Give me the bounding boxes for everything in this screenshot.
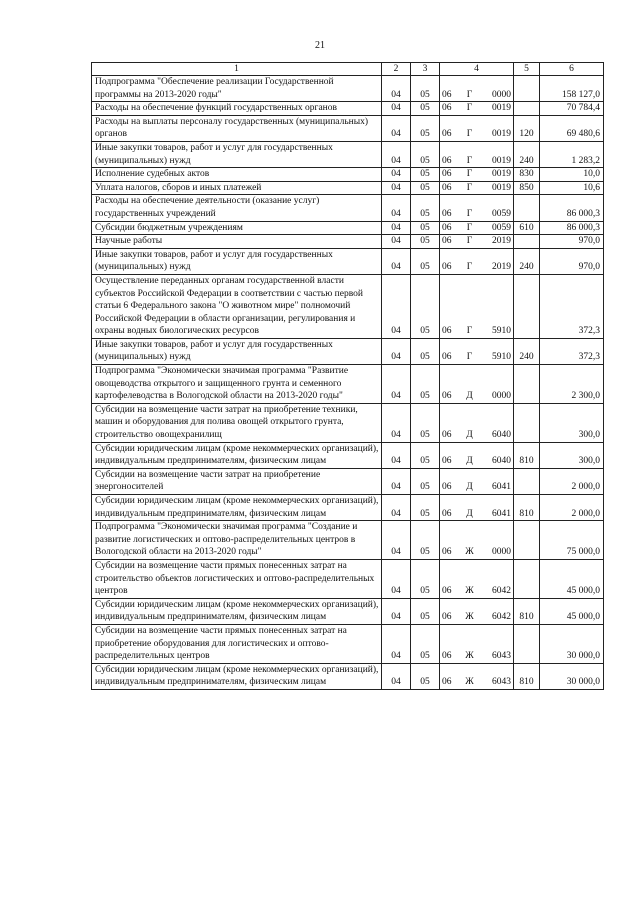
row-section-code: 05 — [411, 663, 440, 689]
table-row — [92, 365, 604, 404]
row-ministry-code: 04 — [382, 521, 411, 560]
row-amount: 300,0 — [540, 442, 604, 468]
row-ministry-code: 04 — [382, 442, 411, 468]
row-name: Субсидии на возмещение части затрат на приобретение энергоносителей — [92, 468, 382, 494]
row-section-code: 05 — [411, 221, 440, 235]
row-section-code: 05 — [411, 102, 440, 116]
target-code-subprogram: Д — [466, 508, 473, 519]
row-name: Расходы на обеспечение деятельности (оказание услуг) государственных учреждений — [92, 195, 382, 221]
row-expense-type — [514, 468, 540, 494]
row-expense-type — [514, 102, 540, 116]
row-section-code: 05 — [411, 495, 440, 521]
target-code-subprogram: Ж — [465, 677, 474, 688]
row-name: Уплата налогов, сборов и иных платежей — [92, 181, 382, 195]
row-expense-type — [514, 195, 540, 221]
table-row — [92, 248, 604, 274]
row-target-code — [440, 168, 514, 182]
row-expense-type — [514, 76, 540, 102]
header-col-3: 3 — [411, 63, 440, 76]
target-code-program: 06 — [442, 262, 452, 273]
row-section-code: 05 — [411, 235, 440, 249]
row-section-code: 05 — [411, 559, 440, 598]
target-code-item: 0019 — [492, 169, 511, 180]
table-row — [92, 403, 604, 442]
row-ministry-code: 04 — [382, 559, 411, 598]
table-row — [92, 235, 604, 249]
row-target-code — [440, 115, 514, 141]
target-code-subprogram: Г — [466, 222, 473, 233]
row-ministry-code: 04 — [382, 403, 411, 442]
row-name: Субсидии юридическим лицам (кроме некоммерческих организаций), индивидуальным предпринимателям, физическим лицам — [92, 663, 382, 689]
row-section-code: 05 — [411, 338, 440, 364]
table-row — [92, 141, 604, 167]
row-expense-type — [514, 403, 540, 442]
target-code-subprogram: Д — [466, 482, 473, 493]
row-expense-type: 120 — [514, 115, 540, 141]
row-ministry-code: 04 — [382, 495, 411, 521]
row-target-code — [440, 559, 514, 598]
table-row — [92, 598, 604, 624]
row-expense-type: 810 — [514, 442, 540, 468]
table-row — [92, 338, 604, 364]
target-code-program: 06 — [442, 155, 452, 166]
row-target-code — [440, 442, 514, 468]
row-ministry-code: 04 — [382, 195, 411, 221]
row-target-code — [440, 365, 514, 404]
row-expense-type: 810 — [514, 495, 540, 521]
table-row — [92, 468, 604, 494]
row-expense-type — [514, 521, 540, 560]
table-row — [92, 624, 604, 663]
target-code-item: 6040 — [492, 456, 511, 467]
header-col-2: 2 — [382, 63, 411, 76]
target-code-subprogram: Г — [466, 236, 473, 247]
target-code-program: 06 — [442, 352, 452, 363]
target-code-subprogram: Д — [466, 430, 473, 441]
table-row — [92, 559, 604, 598]
row-amount: 45 000,0 — [540, 559, 604, 598]
target-code-subprogram: Д — [466, 391, 473, 402]
row-section-code: 05 — [411, 141, 440, 167]
row-target-code — [440, 598, 514, 624]
target-code-item: 6042 — [492, 612, 511, 623]
row-section-code: 05 — [411, 403, 440, 442]
row-expense-type — [514, 274, 540, 338]
target-code-subprogram: Г — [466, 326, 473, 337]
row-target-code — [440, 468, 514, 494]
target-code-item: 6040 — [492, 430, 511, 441]
row-target-code — [440, 181, 514, 195]
row-target-code — [440, 195, 514, 221]
target-code-subprogram: Г — [466, 129, 473, 140]
target-code-subprogram: Ж — [465, 651, 474, 662]
row-section-code: 05 — [411, 468, 440, 494]
target-code-item: 0000 — [492, 547, 511, 558]
row-name: Подпрограмма "Экономически значимая программа "Развитие овощеводства открытого и защищенного грунта и семенного картофелеводства в Вологодской области на 2013-2020 годы" — [92, 365, 382, 404]
row-section-code: 05 — [411, 274, 440, 338]
target-code-item: 6043 — [492, 677, 511, 688]
target-code-program: 06 — [442, 391, 452, 402]
table-row — [92, 115, 604, 141]
target-code-subprogram: Ж — [465, 586, 474, 597]
row-target-code — [440, 624, 514, 663]
row-amount: 300,0 — [540, 403, 604, 442]
target-code-subprogram: Г — [466, 155, 473, 166]
target-code-item: 0019 — [492, 155, 511, 166]
row-target-code — [440, 495, 514, 521]
row-name: Субсидии юридическим лицам (кроме некоммерческих организаций), индивидуальным предпринимателям, физическим лицам — [92, 598, 382, 624]
row-expense-type — [514, 365, 540, 404]
row-name: Субсидии бюджетным учреждениям — [92, 221, 382, 235]
target-code-subprogram: Г — [466, 89, 473, 100]
table-row — [92, 168, 604, 182]
target-code-item: 0019 — [492, 129, 511, 140]
row-name: Расходы на обеспечение функций государственных органов — [92, 102, 382, 116]
row-ministry-code: 04 — [382, 141, 411, 167]
row-expense-type: 240 — [514, 141, 540, 167]
table-row — [92, 274, 604, 338]
row-expense-type: 810 — [514, 663, 540, 689]
target-code-subprogram: Г — [466, 182, 473, 193]
row-name: Субсидии юридическим лицам (кроме некоммерческих организаций), индивидуальным предпринимателям, физическим лицам — [92, 442, 382, 468]
target-code-item: 0059 — [492, 222, 511, 233]
row-target-code — [440, 403, 514, 442]
row-ministry-code: 04 — [382, 235, 411, 249]
row-amount: 75 000,0 — [540, 521, 604, 560]
target-code-program: 06 — [442, 222, 452, 233]
target-code-item: 0019 — [492, 182, 511, 193]
row-amount: 86 000,3 — [540, 195, 604, 221]
target-code-item: 0059 — [492, 208, 511, 219]
row-section-code: 05 — [411, 168, 440, 182]
row-section-code: 05 — [411, 115, 440, 141]
target-code-item: 6041 — [492, 482, 511, 493]
target-code-item: 0000 — [492, 391, 511, 402]
table-row — [92, 102, 604, 116]
target-code-program: 06 — [442, 236, 452, 247]
row-name: Субсидии на возмещение части прямых понесенных затрат на строительство объектов логистических и оптово-распределительных центров — [92, 559, 382, 598]
row-ministry-code: 04 — [382, 338, 411, 364]
row-amount: 30 000,0 — [540, 624, 604, 663]
row-amount: 70 784,4 — [540, 102, 604, 116]
row-ministry-code: 04 — [382, 624, 411, 663]
header-row — [92, 63, 604, 76]
row-expense-type — [514, 559, 540, 598]
row-amount: 158 127,0 — [540, 76, 604, 102]
row-target-code — [440, 663, 514, 689]
target-code-item: 0000 — [492, 89, 511, 100]
row-amount: 10,6 — [540, 181, 604, 195]
row-target-code — [440, 141, 514, 167]
row-ministry-code: 04 — [382, 181, 411, 195]
row-name: Подпрограмма "Экономически значимая программа "Создание и развитие логистических и оптово-распределительных центров в Вологодской области на 2013-2020 годы" — [92, 521, 382, 560]
row-name: Исполнение судебных актов — [92, 168, 382, 182]
row-expense-type: 240 — [514, 248, 540, 274]
row-target-code — [440, 76, 514, 102]
row-name: Иные закупки товаров, работ и услуг для государственных (муниципальных) нужд — [92, 141, 382, 167]
row-target-code — [440, 274, 514, 338]
row-amount: 2 000,0 — [540, 495, 604, 521]
row-section-code: 05 — [411, 521, 440, 560]
target-code-program: 06 — [442, 456, 452, 467]
target-code-item: 2019 — [492, 262, 511, 273]
target-code-program: 06 — [442, 182, 452, 193]
row-name: Подпрограмма "Обеспечение реализации Государственной программы на 2013-2020 годы" — [92, 76, 382, 102]
row-expense-type: 830 — [514, 168, 540, 182]
target-code-item: 6041 — [492, 508, 511, 519]
target-code-item: 0019 — [492, 103, 511, 114]
page-number: 21 — [315, 40, 325, 51]
row-ministry-code: 04 — [382, 365, 411, 404]
row-amount: 372,3 — [540, 274, 604, 338]
target-code-program: 06 — [442, 103, 452, 114]
row-expense-type — [514, 624, 540, 663]
row-section-code: 05 — [411, 624, 440, 663]
target-code-subprogram: Г — [466, 262, 473, 273]
row-ministry-code: 04 — [382, 248, 411, 274]
target-code-item: 6043 — [492, 651, 511, 662]
target-code-program: 06 — [442, 89, 452, 100]
target-code-program: 06 — [442, 482, 452, 493]
target-code-program: 06 — [442, 208, 452, 219]
row-amount: 970,0 — [540, 248, 604, 274]
table-row — [92, 181, 604, 195]
target-code-subprogram: Ж — [465, 547, 474, 558]
row-target-code — [440, 102, 514, 116]
row-expense-type: 810 — [514, 598, 540, 624]
row-target-code — [440, 521, 514, 560]
row-ministry-code: 04 — [382, 115, 411, 141]
row-section-code: 05 — [411, 195, 440, 221]
row-target-code — [440, 338, 514, 364]
row-expense-type: 610 — [514, 221, 540, 235]
row-amount: 45 000,0 — [540, 598, 604, 624]
row-expense-type — [514, 235, 540, 249]
row-amount: 10,0 — [540, 168, 604, 182]
row-name: Расходы на выплаты персоналу государственных (муниципальных) органов — [92, 115, 382, 141]
row-target-code — [440, 221, 514, 235]
row-name: Субсидии юридическим лицам (кроме некоммерческих организаций), индивидуальным предпринимателям, физическим лицам — [92, 495, 382, 521]
row-amount: 2 300,0 — [540, 365, 604, 404]
row-amount: 1 283,2 — [540, 141, 604, 167]
row-target-code — [440, 248, 514, 274]
table-row — [92, 76, 604, 102]
row-expense-type: 240 — [514, 338, 540, 364]
row-name: Иные закупки товаров, работ и услуг для государственных (муниципальных) нужд — [92, 248, 382, 274]
row-name: Иные закупки товаров, работ и услуг для государственных (муниципальных) нужд — [92, 338, 382, 364]
row-section-code: 05 — [411, 248, 440, 274]
row-section-code: 05 — [411, 76, 440, 102]
row-name: Субсидии на возмещение части прямых понесенных затрат на приобретение оборудования для логистических и оптово-распределительных центров — [92, 624, 382, 663]
target-code-subprogram: Ж — [465, 612, 474, 623]
row-section-code: 05 — [411, 181, 440, 195]
row-amount: 970,0 — [540, 235, 604, 249]
target-code-program: 06 — [442, 508, 452, 519]
header-col-1: 1 — [92, 63, 382, 76]
target-code-program: 06 — [442, 326, 452, 337]
row-name: Осуществление переданных органам государственной власти субъектов Российской Федерации в соответствии с частью первой статьи 6 Федерального закона "О животном мире" полномочий Российской Федерации в области организации, регулирования и охраны водных биологических ресурсов — [92, 274, 382, 338]
row-name: Научные работы — [92, 235, 382, 249]
target-code-program: 06 — [442, 586, 452, 597]
target-code-item: 2019 — [492, 236, 511, 247]
row-amount: 86 000,3 — [540, 221, 604, 235]
table-row — [92, 495, 604, 521]
row-name: Субсидии на возмещение части затрат на приобретение техники, машин и оборудования для полива овощей открытого грунта, строительство овощехранилищ — [92, 403, 382, 442]
target-code-subprogram: Г — [466, 352, 473, 363]
target-code-subprogram: Г — [466, 103, 473, 114]
row-section-code: 05 — [411, 598, 440, 624]
header-col-5: 5 — [514, 63, 540, 76]
table-row — [92, 521, 604, 560]
row-ministry-code: 04 — [382, 221, 411, 235]
row-target-code — [440, 235, 514, 249]
budget-table — [91, 62, 604, 690]
target-code-program: 06 — [442, 169, 452, 180]
target-code-item: 6042 — [492, 586, 511, 597]
row-ministry-code: 04 — [382, 598, 411, 624]
row-ministry-code: 04 — [382, 663, 411, 689]
target-code-program: 06 — [442, 651, 452, 662]
target-code-program: 06 — [442, 129, 452, 140]
row-expense-type: 850 — [514, 181, 540, 195]
target-code-subprogram: Г — [466, 208, 473, 219]
row-amount: 372,3 — [540, 338, 604, 364]
table-body — [92, 76, 604, 690]
row-ministry-code: 04 — [382, 76, 411, 102]
target-code-item: 5910 — [492, 326, 511, 337]
table-row — [92, 442, 604, 468]
table-row — [92, 663, 604, 689]
target-code-program: 06 — [442, 547, 452, 558]
target-code-item: 5910 — [492, 352, 511, 363]
row-ministry-code: 04 — [382, 468, 411, 494]
row-section-code: 05 — [411, 365, 440, 404]
table-row — [92, 221, 604, 235]
target-code-program: 06 — [442, 677, 452, 688]
target-code-subprogram: Г — [466, 169, 473, 180]
row-ministry-code: 04 — [382, 274, 411, 338]
row-amount: 30 000,0 — [540, 663, 604, 689]
row-ministry-code: 04 — [382, 168, 411, 182]
row-amount: 2 000,0 — [540, 468, 604, 494]
table-row — [92, 195, 604, 221]
target-code-subprogram: Д — [466, 456, 473, 467]
row-section-code: 05 — [411, 442, 440, 468]
header-col-4: 4 — [440, 63, 514, 76]
row-ministry-code: 04 — [382, 102, 411, 116]
header-col-6: 6 — [540, 63, 604, 76]
target-code-program: 06 — [442, 430, 452, 441]
row-amount: 69 480,6 — [540, 115, 604, 141]
target-code-program: 06 — [442, 612, 452, 623]
